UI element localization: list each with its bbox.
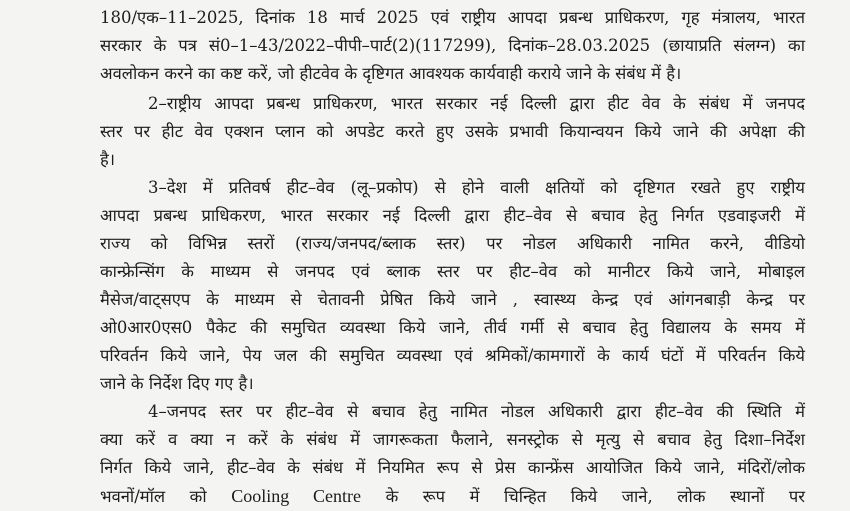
text-line: जाने के निर्देश दिए गए है। bbox=[100, 374, 254, 393]
text-line: परिवर्तन किये जाने, पेय जल की समुचित व्यवस्था एवं श्रमिकों/कामगारों के कार्य घंटों में परिवर्तन किये bbox=[100, 346, 805, 365]
text-line: आपदा प्रबन्ध प्राधिकरण, भारत सरकार नई दिल्ली द्वारा हीट–वेव से बचाव हेतु निर्गत एडवाइजरी में bbox=[100, 206, 805, 225]
text-line: ओ0आर0एस0 पैकेट की समुचित व्यवस्था किये जाने, तीर्व गर्मी से बचाव हेतु विद्यालय के समय में bbox=[100, 318, 805, 337]
text-line: सरकार के पत्र सं0–1–43/2022–पीपी–पार्ट(2)(117299), दिनांक–28.03.2025 (छायाप्रति संलग्न) का bbox=[100, 36, 805, 55]
text-line-mixed bbox=[100, 482, 805, 510]
text-line: कान्फ्रेन्सिंग के माध्यम से जनपद एवं ब्लाक स्तर पर हीट–वेव को मानीटर किये जाने, मोबाइल bbox=[100, 262, 805, 281]
text-segment: के रूप में चिन्हित किये जाने, लोक स्थानों पर bbox=[361, 487, 805, 506]
paragraph-3-start: 3–देश में प्रतिवर्ष हीट–वेव (लू–प्रकोप) से होने वाली क्षतियों को दृष्टिगत रखते हुए राष्ट्रीय bbox=[148, 178, 805, 197]
cooling-centre-text: Cooling Centre bbox=[231, 486, 361, 506]
paragraph-4-start: 4–जनपद स्तर पर हीट–वेव से बचाव हेतु नामित नोडल अधिकारी द्वारा हीट–वेव की स्थिति में bbox=[148, 402, 805, 421]
text-line: अवलोकन करने का कष्ट करें, जो हीटवेव के दृष्टिगत आवश्यक कार्यवाही कराये जाने के संबंध में है। bbox=[100, 64, 682, 83]
text-line: है। bbox=[100, 150, 116, 169]
paragraph-2-start: 2–राष्ट्रीय आपदा प्रबन्ध प्राधिकरण, भारत सरकार नई दिल्ली द्वारा हीट वेव के संबंध में जनपद bbox=[148, 94, 805, 113]
text-segment: भवनों/मॉल को bbox=[100, 487, 232, 506]
text-line: क्या करें व क्या न करें के संबंध में जागरूकता फैलाने, सनस्ट्रोक से मृत्यु से बचाव हेतु दिशा–निर्देश bbox=[100, 430, 805, 449]
text-line: 180/एक–11–2025, दिनांक 18 मार्च 2025 एवं राष्ट्रीय आपदा प्रबन्ध प्राधिकरण, गृह मंत्रालय, भारत bbox=[100, 8, 805, 27]
text-line: राज्य को विभिन्न स्तरों (राज्य/जनपद/ब्लाक स्तर) पर नोडल अधिकारी नामित करने, वीडियो bbox=[100, 234, 805, 253]
text-line: मैसेज/वाट्सएप के माध्यम से चेतावनी प्रेषित किये जाने , स्वास्थ्य केन्द्र एवं आंगनबाड़ी केन्द्र पर bbox=[100, 290, 805, 309]
text-line: निर्गत किये जाने, हीट–वेव के संबंध में नियमित रूप से प्रेस कान्फ्रेंस आयोजित किये जाने, मंदिरों/लोक bbox=[100, 458, 805, 477]
text-line: स्तर पर हीट वेव एक्शन प्लान को अपडेट करते हुए उसके प्रभावी कियान्वयन किये जाने की अपेक्षा की bbox=[100, 122, 805, 141]
